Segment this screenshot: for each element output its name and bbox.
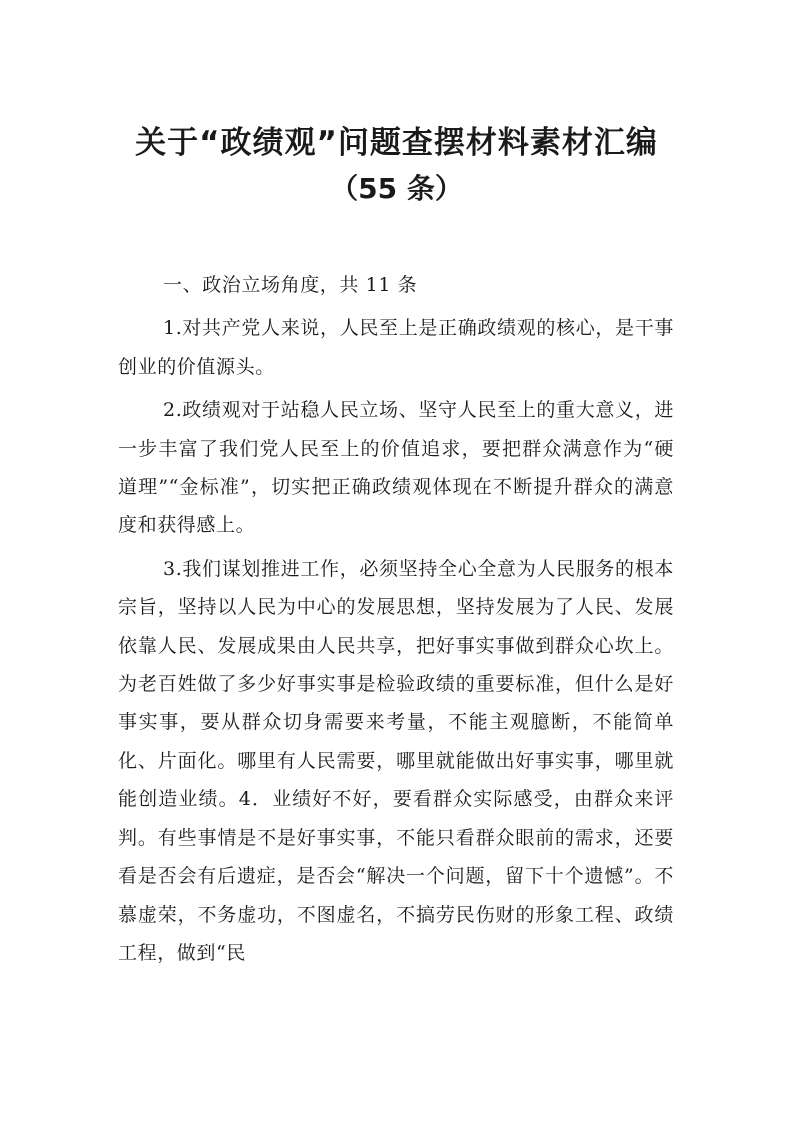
- document-subtitle: （55 条）: [330, 172, 463, 205]
- section-heading: 一、政治立场角度，共 11 条: [163, 274, 418, 296]
- paragraph-2: 2.政绩观对于站稳人民立场、坚守人民至上的重大意义，进一步丰富了我们党人民至上的价值追求，要把群众满意作为“硬道理”“金标准”，切实把正确政绩观体现在不断提升群众的满意度和获得感上。: [118, 399, 674, 537]
- paragraph-1: 1.对共产党人来说，人民至上是正确政绩观的核心，是干事创业的价值源头。: [118, 317, 674, 378]
- document-body: [118, 266, 674, 977]
- document-title: 关于“政绩观”问题查摆材料素材汇编: [135, 125, 658, 161]
- paragraph-3: 3.我们谋划推进工作，必须坚持全心全意为人民服务的根本宗旨，坚持以人民为中心的发展思想，坚持发展为了人民、发展依靠人民、发展成果由人民共享，把好事实事做到群众心坎上。为老百姓做了多少好事实事是检验政绩的重要标准，但什么是好事实事，要从群众切身需要来考量，不能主观臆断，不能简单化、片面化。哪里有人民需要，哪里就能做出好事实事，哪里就能创造业绩。4．业绩好不好，要看群众实际感受，由群众来评判。有些事情是不是好事实事，不能只看群众眼前的需求，还要看是否会有后遗症，是否会“解决一个问题，留下十个遗憾”。不慕虚荣，不务虚功，不图虚名，不搞劳民伤财的形象工程、政绩工程，做到“民: [118, 557, 674, 964]
